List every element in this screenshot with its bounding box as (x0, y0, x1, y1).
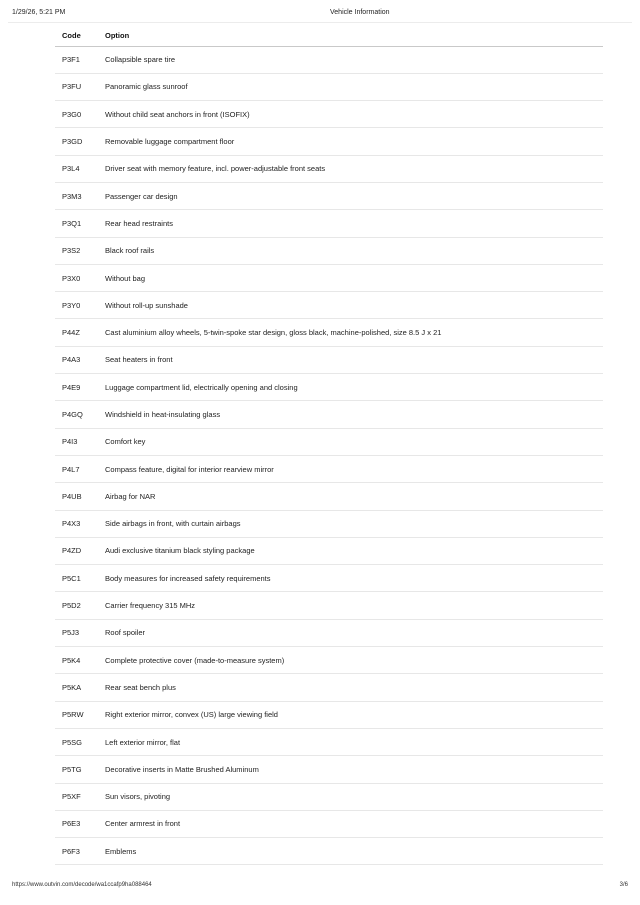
table-row (55, 647, 603, 674)
page-number: 3/6 (619, 882, 628, 888)
option-cell: Black roof rails (105, 237, 603, 264)
option-cell: Decorative inserts in Matte Brushed Aluminum (105, 756, 603, 783)
code-cell: P3FU (55, 73, 105, 100)
code-cell: P5SG (55, 728, 105, 755)
option-cell: Emblems (105, 838, 603, 865)
option-cell: Side airbags in front, with curtain airbags (105, 510, 603, 537)
table-row (55, 455, 603, 482)
print-footer (12, 882, 628, 888)
table-row (55, 565, 603, 592)
option-cell: Sun visors, pivoting (105, 783, 603, 810)
table-row (55, 210, 603, 237)
code-cell: P3S2 (55, 237, 105, 264)
code-cell: P4I3 (55, 428, 105, 455)
table-row (55, 182, 603, 209)
table-row (55, 237, 603, 264)
code-cell: P3M3 (55, 182, 105, 209)
table-row (55, 292, 603, 319)
code-cell: P3Q1 (55, 210, 105, 237)
table-row (55, 46, 603, 73)
table-row (55, 319, 603, 346)
table-row (55, 810, 603, 837)
option-cell: Compass feature, digital for interior rearview mirror (105, 455, 603, 482)
code-cell: P4X3 (55, 510, 105, 537)
column-header-code: Code (55, 26, 105, 46)
code-cell: P5RW (55, 701, 105, 728)
table-row (55, 155, 603, 182)
option-cell: Rear seat bench plus (105, 674, 603, 701)
table-row (55, 537, 603, 564)
option-cell: Rear head restraints (105, 210, 603, 237)
option-cell: Panoramic glass sunroof (105, 73, 603, 100)
option-cell: Collapsible spare tire (105, 46, 603, 73)
table-row (55, 674, 603, 701)
table-row (55, 346, 603, 373)
table-row (55, 783, 603, 810)
code-cell: P6F3 (55, 838, 105, 865)
code-cell: P4A3 (55, 346, 105, 373)
table-row (55, 128, 603, 155)
footer-url: https://www.outvin.com/decode/wa1ccafp9ha088464 (12, 882, 152, 888)
option-cell: Right exterior mirror, convex (US) large viewing field (105, 701, 603, 728)
code-cell: P4GQ (55, 401, 105, 428)
option-cell: Left exterior mirror, flat (105, 728, 603, 755)
options-table (55, 26, 603, 865)
option-cell: Body measures for increased safety requirements (105, 565, 603, 592)
code-cell: P3GD (55, 128, 105, 155)
code-cell: P4UB (55, 483, 105, 510)
column-header-option: Option (105, 26, 603, 46)
print-timestamp: 1/29/26, 5:21 PM (12, 9, 66, 16)
code-cell: P3F1 (55, 46, 105, 73)
table-row (55, 619, 603, 646)
code-cell: P4E9 (55, 374, 105, 401)
option-cell: Without bag (105, 264, 603, 291)
option-cell: Without child seat anchors in front (ISOFIX) (105, 101, 603, 128)
table-row (55, 374, 603, 401)
option-cell: Driver seat with memory feature, incl. power-adjustable front seats (105, 155, 603, 182)
code-cell: P3G0 (55, 101, 105, 128)
page-title: Vehicle Information (330, 9, 390, 16)
code-cell: P3X0 (55, 264, 105, 291)
option-cell: Removable luggage compartment floor (105, 128, 603, 155)
table-row (55, 101, 603, 128)
table-row (55, 728, 603, 755)
code-cell: P5TG (55, 756, 105, 783)
table-row (55, 401, 603, 428)
table-row (55, 701, 603, 728)
code-cell: P44Z (55, 319, 105, 346)
table-row (55, 838, 603, 865)
code-cell: P6E3 (55, 810, 105, 837)
option-cell: Without roll-up sunshade (105, 292, 603, 319)
option-cell: Airbag for NAR (105, 483, 603, 510)
table-row (55, 592, 603, 619)
table-row (55, 264, 603, 291)
code-cell: P5J3 (55, 619, 105, 646)
code-cell: P5KA (55, 674, 105, 701)
code-cell: P3L4 (55, 155, 105, 182)
table-row (55, 428, 603, 455)
code-cell: P5K4 (55, 647, 105, 674)
table-row (55, 756, 603, 783)
code-cell: P4L7 (55, 455, 105, 482)
code-cell: P5C1 (55, 565, 105, 592)
option-cell: Roof spoiler (105, 619, 603, 646)
table-row (55, 510, 603, 537)
table-header (55, 26, 603, 46)
option-cell: Complete protective cover (made-to-measure system) (105, 647, 603, 674)
table-body (55, 46, 603, 865)
header-divider (8, 22, 632, 23)
option-cell: Luggage compartment lid, electrically opening and closing (105, 374, 603, 401)
code-cell: P5D2 (55, 592, 105, 619)
option-cell: Cast aluminium alloy wheels, 5-twin-spoke star design, gloss black, machine-polished, size 8.5 J x 21 (105, 319, 603, 346)
code-cell: P5XF (55, 783, 105, 810)
option-cell: Audi exclusive titanium black styling package (105, 537, 603, 564)
option-cell: Seat heaters in front (105, 346, 603, 373)
code-cell: P3Y0 (55, 292, 105, 319)
option-cell: Carrier frequency 315 MHz (105, 592, 603, 619)
code-cell: P4ZD (55, 537, 105, 564)
option-cell: Comfort key (105, 428, 603, 455)
table-row (55, 73, 603, 100)
option-cell: Passenger car design (105, 182, 603, 209)
option-cell: Center armrest in front (105, 810, 603, 837)
table-row (55, 483, 603, 510)
option-cell: Windshield in heat-insulating glass (105, 401, 603, 428)
print-header (12, 9, 628, 21)
